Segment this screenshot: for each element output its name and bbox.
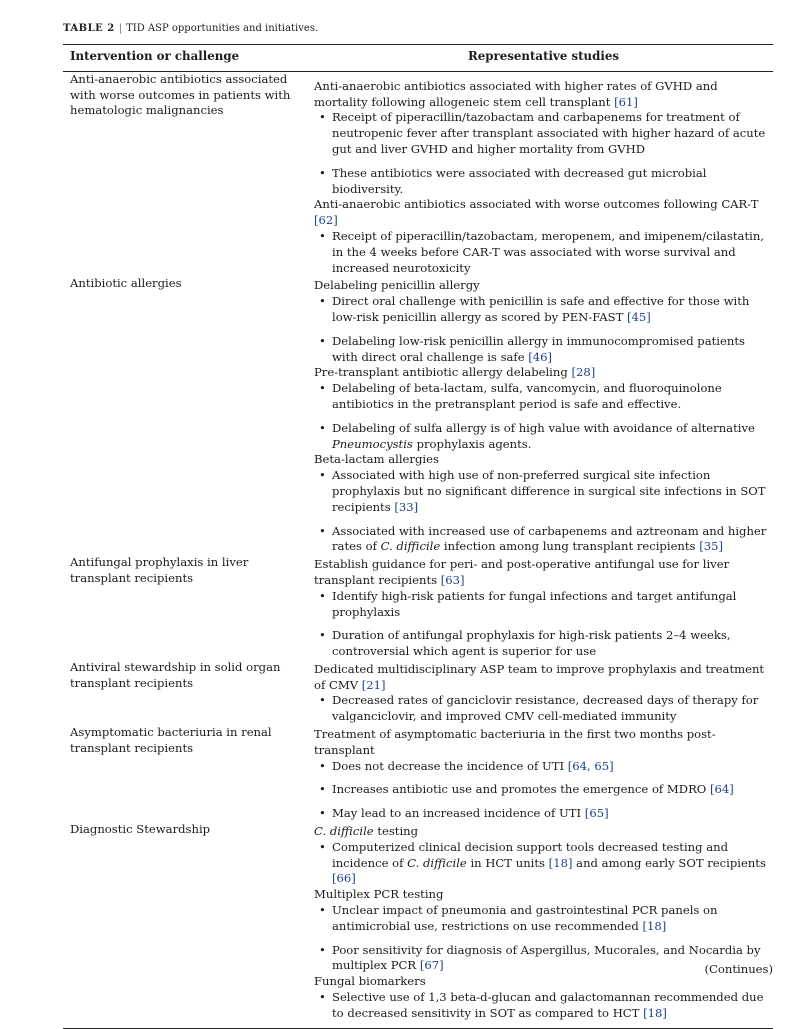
intervention-cell: Asymptomatic bacteriuria in renal transplant recipients — [70, 725, 272, 755]
study-heading — [314, 974, 773, 990]
table-row — [63, 71, 773, 276]
table-row — [63, 822, 773, 1022]
study-bullets — [314, 110, 773, 197]
study-heading — [314, 278, 773, 294]
table-row — [63, 660, 773, 725]
bullet-item — [332, 421, 773, 453]
table-header — [63, 45, 773, 72]
study-heading — [314, 557, 773, 589]
bullet-item — [332, 782, 773, 798]
citation-ref: [46] — [528, 349, 553, 364]
bullet-item — [332, 110, 773, 157]
citation-ref: [21] — [361, 677, 386, 692]
text-run: and among early SOT recipients — [572, 855, 766, 870]
studies-cell — [314, 555, 773, 660]
text-run: Selective use of 1,3 beta-d-glucan and galactomannan recommended due to decreased sensitivity in SOT as compared to HCT — [332, 990, 764, 1020]
intervention-cell: Diagnostic Stewardship — [70, 822, 211, 837]
bullet-item — [332, 759, 773, 775]
study-bullets — [314, 759, 773, 822]
header-studies: Representative studies — [314, 45, 773, 72]
citation-ref: [62] — [314, 213, 338, 228]
bullet-item — [332, 294, 773, 326]
table-body — [63, 71, 773, 1021]
text-run: These antibiotics were associated with decreased gut microbial biodiversity. — [332, 165, 707, 196]
bullet-item — [332, 229, 773, 276]
bullet-item — [332, 628, 773, 660]
caption-separator: | — [118, 23, 123, 34]
text-run: Associated with increased use of carbapenems and aztreonam and higher rates of — [332, 523, 767, 554]
studies-cell — [314, 725, 773, 822]
text-run: testing — [373, 824, 419, 839]
intervention-cell: Antiviral stewardship in solid organ transplant recipients — [70, 659, 281, 690]
study-bullets — [314, 229, 773, 276]
text-run: Delabeling penicillin allergy — [314, 278, 480, 293]
italic-term: C. difficile — [407, 855, 467, 870]
text-run: Anti-anaerobic antibiotics associated with higher rates of GVHD and mortality following allogeneic stem cell transplant — [314, 78, 718, 109]
bullet-item — [332, 903, 773, 935]
table-caption — [63, 22, 773, 36]
header-row — [63, 45, 773, 72]
citation-ref: [33] — [394, 499, 419, 514]
intervention-cell: Antifungal prophylaxis in liver transplant recipients — [70, 555, 249, 585]
table-row — [63, 725, 773, 822]
text-run: Pre-transplant antibiotic allergy delabeling — [314, 365, 572, 380]
text-run: Decreased rates of ganciclovir resistance, decreased days of therapy for valganciclovir, and improved CMV cell-mediated immunity — [332, 693, 759, 724]
study-bullets — [314, 589, 773, 660]
text-run: Multiplex PCR testing — [314, 887, 444, 902]
text-run: Associated with high use of non-preferred surgical site infection prophylaxis but no significant difference in surgical site infections in SOT recipients — [332, 468, 766, 514]
citation-ref: [63] — [440, 572, 465, 587]
text-run: Delabeling of sulfa allergy is of high value with avoidance of alternative — [332, 420, 755, 435]
text-run: May lead to an increased incidence of UTI — [332, 806, 585, 821]
italic-term: C. difficile — [380, 539, 441, 554]
text-run: Treatment of asymptomatic bacteriuria in the first two months post-transplant — [314, 727, 716, 757]
text-run: Does not decrease the incidence of UTI — [332, 758, 568, 773]
text-run: Unclear impact of pneumonia and gastrointestinal PCR panels on antimicrobial use, restrictions on use recommended — [332, 903, 718, 933]
bullet-item — [332, 840, 773, 887]
text-run: prophylaxis agents. — [412, 436, 532, 451]
continues-label: (Continues) — [704, 962, 773, 976]
asp-table — [63, 44, 773, 1022]
study-heading — [314, 824, 773, 840]
citation-ref: [28] — [571, 365, 596, 380]
study-heading — [314, 662, 773, 694]
bullet-item — [332, 693, 773, 725]
text-run: Increases antibiotic use and promotes the emergence of MDRO — [332, 782, 710, 797]
study-bullets — [314, 990, 773, 1022]
citation-ref: [67] — [419, 958, 444, 973]
study-bullets — [314, 294, 773, 365]
header-intervention: Intervention or challenge — [63, 45, 314, 72]
citation-ref: [45] — [627, 309, 651, 324]
text-run: Establish guidance for peri- and post-operative antifungal use for liver transplant recipients — [314, 557, 730, 587]
citation-ref: [18] — [643, 1005, 667, 1020]
study-heading — [314, 79, 773, 111]
citation-ref: [66] — [332, 871, 356, 886]
text-run: Fungal biomarkers — [314, 974, 426, 989]
studies-cell — [314, 71, 773, 276]
table-row — [63, 276, 773, 555]
study-heading — [314, 887, 773, 903]
bullet-item — [332, 990, 773, 1022]
study-bullets — [314, 693, 773, 725]
studies-cell — [314, 660, 773, 725]
table-row — [63, 555, 773, 660]
text-run: Anti-anaerobic antibiotics associated with worse outcomes following CAR-T — [314, 197, 759, 212]
text-run: Receipt of piperacillin/tazobactam and carbapenems for treatment of neutropenic fever after transplant associated with higher hazard of acute gut and liver GVHD and higher mortality from GVHD — [332, 110, 766, 156]
bullet-item — [332, 806, 773, 822]
table-title: TID ASP opportunities and initiatives. — [126, 23, 319, 34]
bullet-item — [332, 589, 773, 621]
bullet-item — [332, 166, 773, 198]
text-run: Identify high-risk patients for fungal infections and target antifungal prophylaxis — [332, 588, 737, 619]
italic-term: Pneumocystis — [332, 436, 413, 451]
bullet-item — [332, 334, 773, 366]
text-run: Direct oral challenge with penicillin is safe and effective for those with low-risk penicillin allergy as scored by PEN-FAST — [332, 294, 750, 324]
text-run: Poor sensitivity for diagnosis of Aspergillus, Mucorales, and Nocardia by multiplex PCR — [332, 942, 761, 973]
intervention-cell: Anti-anaerobic antibiotics associated with worse outcomes in patients with hematologic malignancies — [70, 71, 291, 118]
citation-ref: [61] — [614, 94, 638, 109]
citation-ref: [64, 65] — [567, 758, 614, 773]
text-run: in HCT units — [466, 855, 549, 870]
study-heading — [314, 452, 773, 468]
text-run: Duration of antifungal prophylaxis for high-risk patients 2–4 weeks, controversial which agent is superior for use — [332, 628, 731, 659]
citation-ref: [18] — [548, 855, 573, 870]
citation-ref: [65] — [584, 806, 609, 821]
italic-term: C. difficile — [314, 824, 374, 839]
text-run: Computerized clinical decision support tools decreased testing and incidence of — [332, 839, 729, 870]
bullet-item — [332, 524, 773, 556]
text-run: Delabeling of beta-lactam, sulfa, vancomycin, and fluoroquinolone antibiotics in the pretransplant period is safe and effective. — [332, 381, 722, 411]
text-run: Dedicated multidisciplinary ASP team to improve prophylaxis and treatment of CMV — [314, 661, 765, 692]
study-bullets — [314, 468, 773, 555]
text-run: infection among lung transplant recipients — [440, 539, 700, 554]
intervention-cell: Antibiotic allergies — [70, 276, 182, 291]
study-heading — [314, 727, 773, 759]
text-run: Beta-lactam allergies — [314, 452, 439, 467]
table-bottom-rule — [63, 1028, 773, 1029]
study-heading — [314, 365, 773, 381]
citation-ref: [64] — [710, 782, 734, 797]
study-bullets — [314, 840, 773, 887]
study-bullets — [314, 381, 773, 452]
citation-ref: [18] — [642, 918, 667, 933]
document-page — [63, 22, 773, 1029]
text-run: Delabeling low-risk penicillin allergy in immunocompromised patients with direct oral challenge is safe — [332, 333, 745, 364]
studies-cell — [314, 276, 773, 555]
bullet-item — [332, 468, 773, 515]
citation-ref: [35] — [699, 539, 723, 554]
text-run: Receipt of piperacillin/tazobactam, meropenem, and imipenem/cilastatin, in the 4 weeks before CAR-T was associated with worse survival and increased neurotoxicity — [332, 228, 764, 275]
studies-cell — [314, 822, 773, 1022]
bullet-item — [332, 381, 773, 413]
table-number: TABLE 2 — [63, 23, 115, 34]
study-heading — [314, 197, 773, 229]
